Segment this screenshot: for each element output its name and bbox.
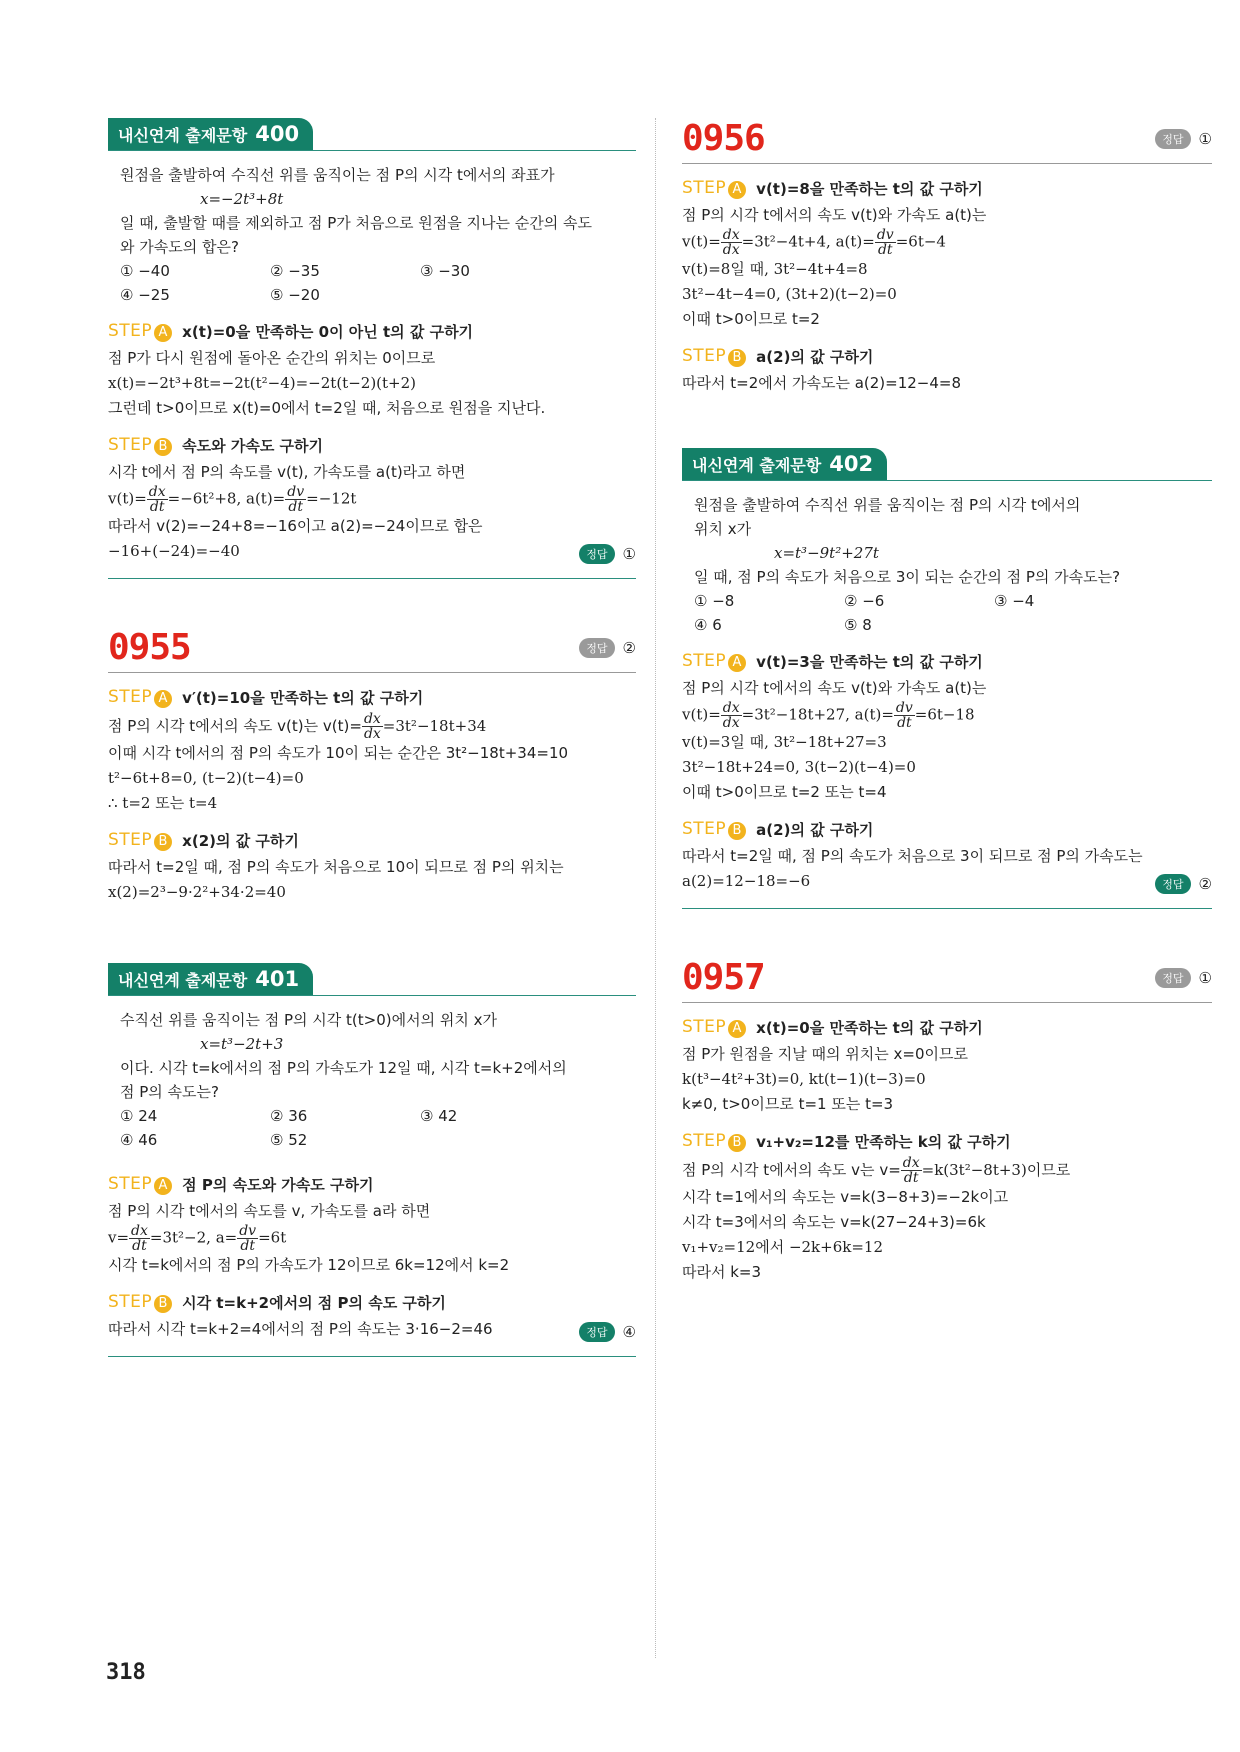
step-badge: A: [154, 324, 172, 342]
math-text: =3t²−2, a=: [149, 1228, 238, 1247]
section-end-line: [682, 908, 1212, 909]
answer: [1155, 129, 1212, 149]
problem-text: [108, 1008, 636, 1152]
solution-line: v(t)=8일 때, 3t²−4t+4=8: [682, 260, 868, 278]
solution-line: [682, 701, 1212, 730]
step-title: x(t)=0을 만족하는 0이 아닌 t의 값 구하기: [182, 323, 474, 341]
solution-line: [108, 1224, 636, 1253]
choice[interactable]: ⑤ −20: [270, 286, 320, 304]
step-badge: B: [728, 822, 746, 840]
answer-value: ④: [622, 1323, 636, 1341]
column-divider: [655, 118, 656, 1658]
problem-400: [108, 118, 636, 579]
solution-line: a(2)=12−18=−6: [682, 872, 811, 890]
solution: [682, 1156, 1212, 1285]
answer-badge: 정답: [579, 638, 614, 658]
section-end-line: [108, 578, 636, 579]
solution-line: 시각 t에서 점 P의 속도를 v(t), 가속도를 a(t)라고 하면: [108, 463, 466, 481]
answer-value: ①: [1198, 129, 1212, 148]
solution-line: −16+(−24)=−40: [108, 542, 240, 560]
math-text: v(t)=: [108, 489, 147, 508]
step-label: [682, 819, 746, 840]
choice[interactable]: ③ 42: [420, 1107, 458, 1125]
solution-line: x(2)=2³−9·2²+34·2=40: [108, 883, 286, 901]
step-b: [108, 830, 636, 851]
step-label: [108, 435, 172, 456]
step-title: v′(t)=10을 만족하는 t의 값 구하기: [182, 689, 424, 707]
problem-line: 와 가속도의 합은?: [120, 238, 239, 256]
fraction: [285, 485, 306, 514]
answer-value: ②: [622, 638, 636, 657]
solution-line: 따라서 v(2)=−24+8=−16이고 a(2)=−24이므로 합은: [108, 517, 483, 535]
step-a: [108, 1174, 636, 1195]
tag-number: 402: [829, 452, 874, 476]
step-word: STEP: [108, 1292, 153, 1312]
step-label: [682, 651, 746, 672]
choice[interactable]: ① −40: [120, 262, 170, 280]
solution-line: 시각 t=1에서의 속도는 v=k(3−8+3)=−2k이고: [682, 1188, 1009, 1206]
numerator: dv: [876, 227, 894, 243]
solution-line: 점 P의 시각 t에서의 속도 v(t)와 가속도 a(t)는: [682, 206, 987, 224]
step-b: [682, 346, 1212, 367]
math-text: v(t)=: [682, 232, 721, 251]
step-word: STEP: [682, 1017, 727, 1037]
problem-line: 위치 x가: [694, 520, 752, 538]
step-title: 점 P의 속도와 가속도 구하기: [182, 1176, 374, 1194]
denominator: dt: [132, 1238, 147, 1254]
denominator: dt: [149, 499, 165, 515]
solution-line: t²−6t+8=0, (t−2)(t−4)=0: [108, 769, 304, 787]
step-b: [682, 819, 1212, 840]
answer-value: ②: [1198, 875, 1212, 893]
fraction: [894, 701, 915, 730]
answer-badge: 정답: [579, 544, 614, 564]
step-word: STEP: [682, 651, 727, 671]
question-number: 0956: [682, 118, 765, 159]
problem-line: 일 때, 점 P의 속도가 처음으로 3이 되는 순간의 점 P의 가속도는?: [694, 568, 1121, 586]
denominator: dt: [903, 1170, 919, 1186]
answer-value: ①: [622, 545, 636, 563]
solution-line: 3t²−4t−4=0, (3t+2)(t−2)=0: [682, 285, 897, 303]
step-title: x(2)의 값 구하기: [182, 832, 299, 850]
question-0956: [682, 118, 1212, 396]
solution-line: 시각 t=3에서의 속도는 v=k(27−24+3)=6k: [682, 1213, 986, 1231]
math-text: =−12t: [306, 489, 357, 508]
tag-number: 401: [255, 967, 300, 991]
solution: [108, 855, 636, 905]
step-title: x(t)=0을 만족하는 t의 값 구하기: [756, 1019, 983, 1037]
solution-line: ∴ t=2 또는 t=4: [108, 794, 218, 812]
numerator: dv: [239, 1223, 257, 1239]
step-label: [682, 346, 746, 367]
denominator: dx: [363, 726, 381, 742]
solution: [108, 1199, 636, 1278]
choice[interactable]: ① 24: [120, 1107, 158, 1125]
problem-equation: x=−2t³+8t: [200, 190, 284, 208]
choice[interactable]: ③ −4: [994, 592, 1035, 610]
solution-line: [682, 228, 1212, 257]
step-b: [682, 1131, 1212, 1152]
problem-equation: x=t³−2t+3: [200, 1035, 284, 1053]
solution-line: 점 P가 다시 원점에 돌아온 순간의 위치는 0이므로: [108, 349, 436, 367]
answer-badge: 정답: [579, 1322, 614, 1342]
answer-badge: 정답: [1155, 129, 1190, 149]
answer: [579, 638, 636, 658]
fraction: [362, 712, 383, 741]
choice[interactable]: ④ 46: [120, 1131, 158, 1149]
step-a: [108, 321, 636, 342]
math-text: 점 P의 시각 t에서의 속도 v(t)는 v(t)=: [108, 717, 362, 735]
problem-line: 원점을 출발하여 수직선 위를 움직이는 점 P의 시각 t에서의: [694, 496, 1081, 514]
step-a: [108, 687, 636, 708]
step-label: [108, 687, 172, 708]
step-badge: A: [154, 690, 172, 708]
math-text: v(t)=: [682, 705, 721, 724]
tag-number: 400: [255, 122, 300, 146]
numerator: dv: [287, 484, 305, 500]
fraction: [721, 228, 742, 257]
solution-line: v₁+v₂=12에서 −2k+6k=12: [682, 1238, 884, 1256]
step-a: [682, 178, 1212, 199]
step-title: v₁+v₂=12를 만족하는 k의 값 구하기: [756, 1133, 1011, 1151]
step-word: STEP: [108, 435, 153, 455]
step-word: STEP: [682, 819, 727, 839]
solution-line: [108, 712, 636, 741]
solution: [108, 346, 636, 421]
step-label: [682, 178, 746, 199]
step-a: [682, 651, 1212, 672]
step-a: [682, 1017, 1212, 1038]
problem-text: [682, 493, 1212, 637]
step-b: [108, 1292, 636, 1313]
problem-402: [682, 448, 1212, 909]
solution: [682, 1042, 1212, 1117]
numerator: dx: [363, 711, 381, 727]
numerator: dx: [722, 227, 740, 243]
choice[interactable]: ⑤ 52: [270, 1131, 308, 1149]
question-header: [108, 627, 636, 673]
right-column: [682, 118, 1212, 1285]
problem-equation: x=t³−9t²+27t: [774, 544, 879, 562]
math-text: v=: [108, 1228, 130, 1247]
choice[interactable]: ② −35: [270, 262, 320, 280]
tag-row: [108, 118, 636, 151]
numerator: dx: [722, 700, 740, 716]
question-number: 0955: [108, 627, 191, 668]
solution: [682, 203, 1212, 332]
solution-line: 점 P가 원점을 지날 때의 위치는 x=0이므로: [682, 1045, 968, 1063]
section-end-line: [108, 1356, 636, 1357]
step-title: a(2)의 값 구하기: [756, 348, 874, 366]
math-text: =3t²−18t+34: [382, 717, 487, 735]
step-word: STEP: [682, 346, 727, 366]
tag-row: [108, 963, 636, 996]
solution-line: 점 P의 시각 t에서의 속도 v(t)와 가속도 a(t)는: [682, 679, 987, 697]
question-header: [682, 118, 1212, 164]
step-label: [108, 1174, 172, 1195]
solution-line: v(t)=3일 때, 3t²−18t+27=3: [682, 733, 887, 751]
denominator: dt: [288, 499, 303, 515]
problem-text: [108, 163, 636, 307]
step-word: STEP: [108, 687, 153, 707]
fraction: [721, 701, 742, 730]
problem-line: 이다. 시각 t=k에서의 점 P의 가속도가 12일 때, 시각 t=k+2에서의: [120, 1059, 567, 1077]
solution-line: 시각 t=k에서의 점 P의 가속도가 12이므로 6k=12에서 k=2: [108, 1256, 510, 1274]
choice[interactable]: ③ −30: [420, 262, 470, 280]
step-badge: B: [154, 438, 172, 456]
problem-401: [108, 963, 636, 1357]
step-title: v(t)=3을 만족하는 t의 값 구하기: [756, 653, 983, 671]
step-title: v(t)=8을 만족하는 t의 값 구하기: [756, 180, 983, 198]
problem-line: 점 P의 속도는?: [120, 1083, 219, 1101]
step-badge: B: [154, 833, 172, 851]
choices: [120, 259, 636, 307]
tag-prefix: 내신연계 출제문항: [118, 125, 248, 145]
step-word: STEP: [682, 1131, 727, 1151]
numerator: dx: [131, 1223, 148, 1239]
step-badge: A: [728, 654, 746, 672]
math-text: 점 P의 시각 t에서의 속도 v는 v=: [682, 1161, 901, 1179]
step-word: STEP: [108, 830, 153, 850]
solution-line: 이때 시각 t에서의 점 P의 속도가 10이 되는 순간은 3t²−18t+34=10: [108, 744, 569, 762]
math-text: =6t−18: [914, 705, 975, 724]
choices: [120, 1104, 636, 1152]
denominator: dx: [722, 715, 740, 731]
step-word: STEP: [108, 321, 153, 341]
answer: [1155, 968, 1212, 988]
denominator: dx: [722, 242, 740, 258]
tag-prefix: 내신연계 출제문항: [692, 455, 822, 475]
solution-line: 3t²−18t+24=0, 3(t−2)(t−4)=0: [682, 758, 916, 776]
solution-line: 점 P의 시각 t에서의 속도를 v, 가속도를 a라 하면: [108, 1202, 431, 1220]
step-word: STEP: [682, 178, 727, 198]
step-label: [682, 1017, 746, 1038]
math-text: =6t−4: [895, 232, 946, 251]
step-label: [108, 321, 172, 342]
step-label: [682, 1131, 746, 1152]
solution: [682, 676, 1212, 805]
problem-line: 수직선 위를 움직이는 점 P의 시각 t(t>0)에서의 위치 x가: [120, 1011, 497, 1029]
choice[interactable]: ④ 6: [694, 616, 722, 634]
numerator: dv: [895, 700, 913, 716]
math-text: =k(3t²−8t+3)이므로: [921, 1161, 1071, 1179]
solution-line: [682, 1156, 1212, 1185]
step-title: a(2)의 값 구하기: [756, 821, 874, 839]
tag-prefix: 내신연계 출제문항: [118, 970, 248, 990]
answer-badge: 정답: [1155, 968, 1190, 988]
solution-line: 그런데 t>0이므로 x(t)=0에서 t=2일 때, 처음으로 원점을 지난다.: [108, 399, 546, 417]
fraction: [901, 1156, 922, 1185]
solution: [682, 371, 1212, 396]
solution-line: 이때 t>0이므로 t=2: [682, 310, 820, 328]
step-badge: A: [154, 1177, 172, 1195]
left-column: [108, 118, 636, 1357]
problem-line: 일 때, 출발할 때를 제외하고 점 P가 처음으로 원점을 지나는 순간의 속도: [120, 214, 592, 232]
step-label: [108, 830, 172, 851]
question-0957: [682, 957, 1212, 1285]
solution-line: 따라서 t=2에서 가속도는 a(2)=12−4=8: [682, 374, 962, 392]
denominator: dt: [877, 242, 893, 258]
answer-value: ①: [1198, 968, 1212, 987]
solution-line: 따라서 t=2일 때, 점 P의 속도가 처음으로 3이 되므로 점 P의 가속도는: [682, 847, 1143, 865]
fraction: [147, 485, 168, 514]
math-text: =−6t²+8, a(t)=: [167, 489, 286, 508]
step-title: 속도와 가속도 구하기: [182, 437, 324, 455]
step-badge: B: [728, 349, 746, 367]
solution-line: k≠0, t>0이므로 t=1 또는 t=3: [682, 1095, 894, 1113]
step-title: 시각 t=k+2에서의 점 P의 속도 구하기: [182, 1294, 446, 1312]
tag-row: [682, 448, 1212, 481]
numerator: dx: [148, 484, 166, 500]
choice[interactable]: ② 36: [270, 1107, 308, 1125]
denominator: dt: [240, 1238, 255, 1254]
solution-line: 이때 t>0이므로 t=2 또는 t=4: [682, 783, 887, 801]
page-number: 318: [106, 1660, 146, 1685]
step-badge: B: [728, 1134, 746, 1152]
math-text: =3t²−18t+27, a(t)=: [741, 705, 894, 724]
problem-line: 원점을 출발하여 수직선 위를 움직이는 점 P의 시각 t에서의 좌표가: [120, 166, 555, 184]
choice[interactable]: ④ −25: [120, 286, 170, 304]
solution-line: 따라서 시각 t=k+2=4에서의 점 P의 속도는 3·16−2=46: [108, 1320, 493, 1338]
choice[interactable]: ⑤ 8: [844, 616, 872, 634]
question-number: 0957: [682, 957, 765, 998]
math-text: =3t²−4t+4, a(t)=: [741, 232, 875, 251]
fraction: [875, 228, 896, 257]
choice[interactable]: ① −8: [694, 592, 735, 610]
tag-label: [682, 448, 887, 480]
step-b: [108, 435, 636, 456]
question-header: [682, 957, 1212, 1003]
answer-badge: 정답: [1155, 874, 1190, 894]
step-badge: B: [154, 1295, 172, 1313]
solution-line: 따라서 k=3: [682, 1263, 762, 1281]
question-0955: [108, 627, 636, 905]
choices: [694, 589, 1212, 637]
step-badge: A: [728, 1020, 746, 1038]
step-badge: A: [728, 181, 746, 199]
tag-label: [108, 118, 313, 150]
numerator: dx: [902, 1155, 920, 1171]
tag-label: [108, 963, 313, 995]
solution-line: k(t³−4t²+3t)=0, kt(t−1)(t−3)=0: [682, 1070, 926, 1088]
solution-line: [108, 485, 636, 514]
math-text: =6t: [258, 1228, 287, 1247]
fraction: [129, 1224, 150, 1253]
step-word: STEP: [108, 1174, 153, 1194]
solution-line: 따라서 t=2일 때, 점 P의 속도가 처음으로 10이 되므로 점 P의 위치는: [108, 858, 564, 876]
choice[interactable]: ② −6: [844, 592, 885, 610]
step-label: [108, 1292, 172, 1313]
denominator: dt: [897, 715, 912, 731]
solution-line: x(t)=−2t³+8t=−2t(t²−4)=−2t(t−2)(t+2): [108, 374, 417, 392]
fraction: [237, 1224, 258, 1253]
solution: [108, 712, 636, 816]
